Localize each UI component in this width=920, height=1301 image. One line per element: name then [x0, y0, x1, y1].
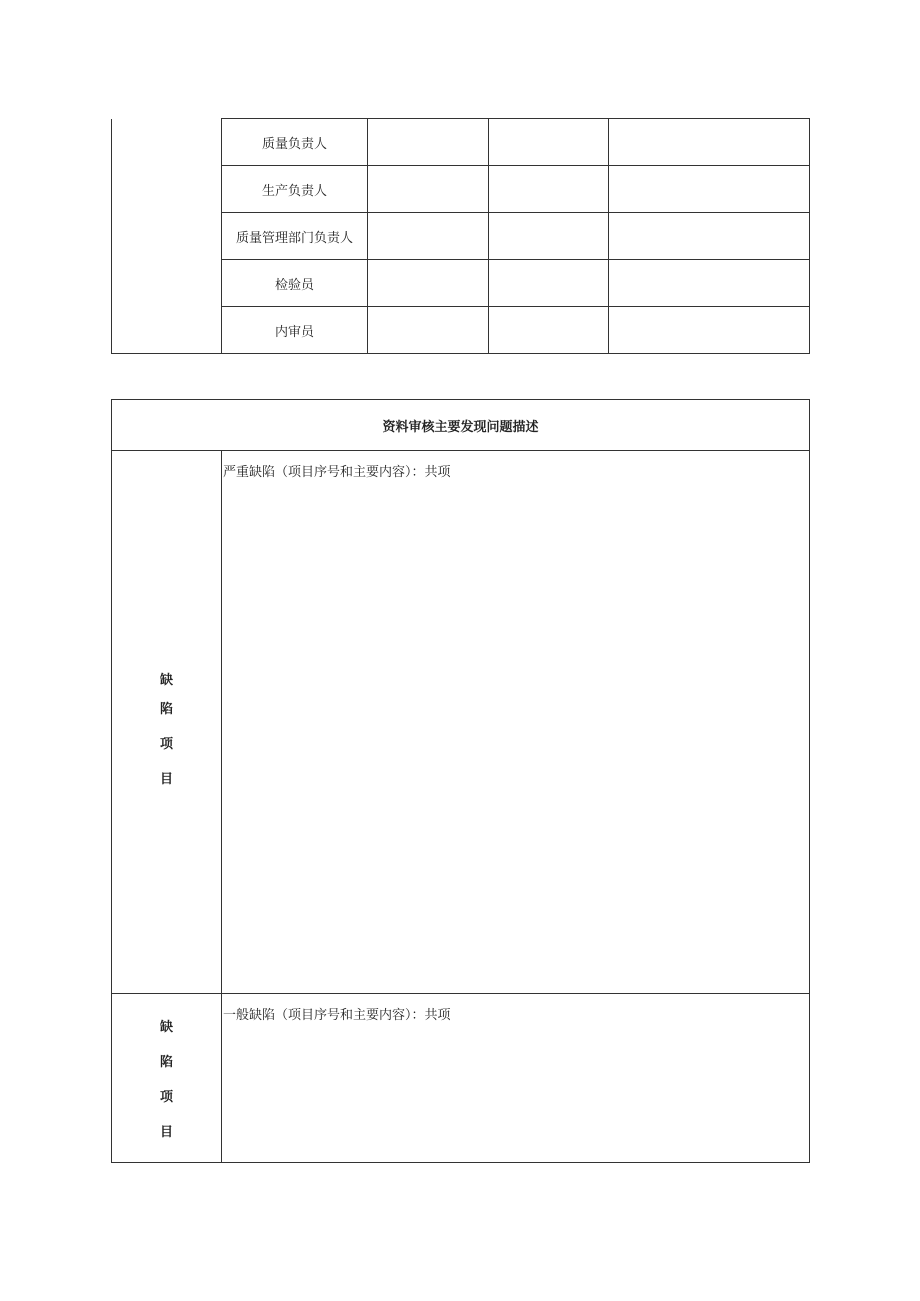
signature-cell[interactable] [609, 260, 810, 307]
defects-table [111, 399, 810, 1163]
severe-defects-heading: 严重缺陷（项目序号和主要内容）：共项 [223, 465, 451, 480]
defects-title: 资料审核主要发现问题描述 [112, 400, 810, 451]
signature-cell[interactable] [609, 213, 810, 260]
personnel-table [111, 118, 810, 354]
signature-cell[interactable] [368, 213, 489, 260]
table-row [112, 994, 810, 1163]
label-char: 缺 [159, 1020, 173, 1035]
signature-cell[interactable] [489, 213, 609, 260]
label-char: 项 [159, 1090, 173, 1105]
role-inspector: 检验员 [222, 260, 368, 307]
severe-defects-content[interactable] [222, 451, 810, 994]
label-char: 陷 [159, 702, 173, 717]
signature-cell[interactable] [609, 166, 810, 213]
table-row [112, 119, 810, 166]
signature-cell[interactable] [368, 260, 489, 307]
role-production-head: 生产负责人 [222, 166, 368, 213]
signature-cell[interactable] [609, 307, 810, 354]
general-defects-heading: 一般缺陷（项目序号和主要内容）：共项 [223, 1008, 451, 1023]
severe-defects-label [112, 451, 222, 994]
role-quality-head: 质量负责人 [222, 119, 368, 166]
label-char: 目 [159, 772, 173, 787]
general-defects-content[interactable] [222, 994, 810, 1163]
merged-left-cell [112, 119, 222, 354]
table-row [112, 400, 810, 451]
signature-cell[interactable] [489, 307, 609, 354]
label-char: 缺 [159, 673, 173, 688]
label-char: 陷 [159, 1055, 173, 1070]
signature-cell[interactable] [489, 260, 609, 307]
general-defects-label [112, 994, 222, 1163]
role-quality-dept-head: 质量管理部门负责人 [222, 213, 368, 260]
signature-cell[interactable] [489, 166, 609, 213]
signature-cell[interactable] [489, 119, 609, 166]
label-char: 项 [159, 737, 173, 752]
table-row [112, 451, 810, 994]
label-char: 目 [159, 1125, 173, 1140]
signature-cell[interactable] [368, 166, 489, 213]
signature-cell[interactable] [368, 119, 489, 166]
signature-cell[interactable] [368, 307, 489, 354]
signature-cell[interactable] [609, 119, 810, 166]
role-internal-auditor: 内审员 [222, 307, 368, 354]
